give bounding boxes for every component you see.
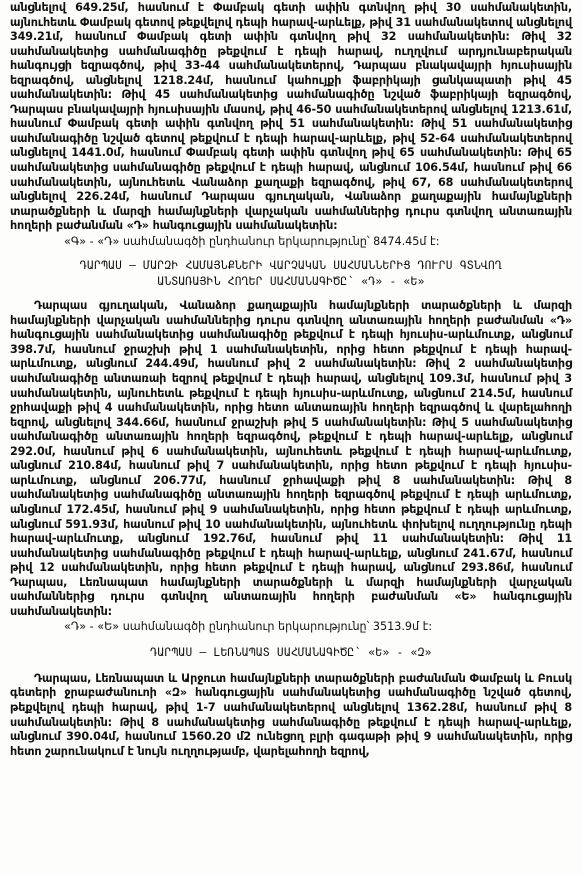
section-heading-line: ԱՆՏԱՌԱՅԻՆ ՀՈՂԵՐ ՍԱՀՄԱՆԱԳԻԾԸ՝ «Դ» - «Ե»	[157, 275, 425, 289]
total-length-label: «Գ» - «Դ» սահմանագծի ընդհանուր երկարությունը՝	[64, 234, 370, 248]
boundary-paragraph-1: անցնելով 649.25մ, հասնում է Փամբակ գետի ափին գտնվող թիվ 30 սահմանակետին, այնուհետև Փամբակ գետով թեքվելով դեպի հարավ-արևելք, թիվ 31 սահմանակետով անցնելով 349.21մ, հասնում Փամբակ գետի ափին գտնվող թիվ 32 սահմանակետին: Թիվ 32 սահմանակետից սահմանագիծը թեքվում է դեպի հարավ, ուղղվում արդյունաբերական հանգույցի եզրագծով, թիվ 33-44 սահմանակետերով, Դարպաս բնակավայրի հյուսիսային եզրագծով, անցնելով 1218.24մ, հասնում կահույքի ֆաբրիկայի ցանկապատի թիվ 45 սահմանակետին: Թիվ 45 սահմանակետից սահմանագիծը նշված ֆաբրիկայի եզրագծով, Դարպաս բնակավայրի հյուսիսային մասով, թիվ 46-50 սահմանակետերով անցնելով 1213.61մ, հասնում Փամբակ գետի ափին գտնվող թիվ 51 սահմանակետին: Թիվ 51 սահմանակետից սահմանագիծը նշված գետով թեքվում է դեպի հարավ-արևելք, թիվ 52-64 սահմանակետերով անցնելով 1441.0մ, հասնում Փամբակ գետի ափին գտնվող թիվ 65 սահմանակետին: Թիվ 65 սահմանակետից սահմանագիծը թեքվում է դեպի հարավ, անցնում 106.54մ, հասնում թիվ 66 սահմանակետին, այնուհետև Վանաձոր քաղաքի եզրագծով, թիվ 67, 68 սահմանակետերով անցնելով 226.24մ, հասնում Դարպաս գյուղական, Վանաձոր քաղաքային համայնքների տարածքների և մարզի համայնքների վարչական սահմաններից դուրս գտնվող անտառային հողերի բաժանման «Դ» հանգուցային սահմանակետին:	[10, 1, 572, 233]
total-length-value: 8474.45մ է:	[373, 234, 440, 248]
total-length-line-1	[10, 235, 572, 250]
section-heading-e-z	[10, 645, 572, 661]
total-length-value: 3513.9մ է:	[372, 620, 433, 634]
boundary-paragraph-2: Դարպաս գյուղական, Վանաձոր քաղաքային համայնքների տարածքների և մարզի համայնքների վարչական սահմաններից դուրս գտնվող անտառային հողերի բաժանման «Դ» հանգուցային սահմանակետից սահմանագիծը թեքվում է դեպի հյուսիս-արևմուտք, անցնում 398.7մ, հասնում ջրաշխի թիվ 1 սահմանակետին, որից հետո թեքվում է դեպի հարավ-արևմուտք, անցնում 244.49մ, հասնում թիվ 2 սահմանակետին: Թիվ 2 սահմանակետից սահմանագիծը անտառաի եզրով թեքվում է դեպի հարավ, անցնելով 109.3մ, հասնում թիվ 3 սահմանակետին, այնուհետև թեքվում է դեպի հյուսիս-արևմուտք, անցնում 214.5մ, հասնում ջրհավաքի թիվ 4 սահմանակետին, որից հետո անտառային հողերի եզրագծով և վարելահողի եզրով, անցնելով 344.66մ, հասնում ջրաշխի թիվ 5 սահմանակետին: Թիվ 5 սահմանակետից սահմանագիծը անտառային հողերի եզրագծով, թեքվում է դեպի հարավ-արևելք, անցնում 292.0մ, հասնում թիվ 6 սահմանակետին, այնուհետև թեքվում է դեպի հարավ-արևմուտք, անցնում 210.84մ, հասնում թիվ 7 սահմանակետին, որից հետո թեքվում է դեպի հյուսիս-արևմուտք, անցնում 206.77մ, հասնում ջրհավաքի թիվ 8 սահմանակետին: Թիվ 8 սահմանակետից սահմանագիծը անտառային հողերի եզրագծով թեքվում է դեպի արևմուտք, անցնում 172.45մ, հասնում թիվ 9 սահմանակետին, որից հետո թեքվում է դեպի արևմուտք, անցնում 591.93մ, հասնում թիվ 10 սահմանակետին, այնուհետև փոխելով ուղղությունը դեպի հարավ-արևմուտք, անցնում 192.76մ, հասնում թիվ 11 սահմանակետին: Թիվ 11 սահմանակետից սահմանագիծը թեքվում է դեպի հարավ-արևելք, անցնում 241.67մ, հասնում թիվ 12 սահմանակետին, որից հետո թեքվում է դեպի հարավ, անցնում 293.86մ, հասնում Դարպաս, Լեռնապատ համայնքների տարածքների և մարզի համայնքների վարչական սահմաններից դուրս գտնվող անտառային հողերի բաժանման «Ե» հանգուցային սահմանակետին:	[10, 299, 572, 618]
section-heading-line: ԴԱՐՊԱՍ – ՄԱՐԶԻ ՀԱՄԱՅՆՔՆԵՐԻ ՎԱՐՉԱԿԱՆ ՍԱՀՄԱՆՆԵՐԻՑ ԴՈՒՐՍ ԳՏՆՎՈՂ	[79, 259, 503, 273]
section-heading-d-e	[10, 258, 572, 290]
section-heading-line: ԴԱՐՊԱՍ – ԼԵՌՆԱՊԱՏ ՍԱՀՄԱՆԱԳԻԾԸ՝ «Ե» - «Զ»	[150, 645, 432, 659]
total-length-line-2	[10, 620, 572, 635]
total-length-label: «Դ» - «Ե» սահմանագծի ընդհանուր երկարությունը՝	[64, 620, 370, 634]
boundary-paragraph-3: Դարպաս, Լեռնապատ և Արջուտ համայնքների տարածքների բաժանման Փամբակ և Բուսկ գետերի ջրաբաժանուոի «Զ» հանգուցային սահմանակետից սահմանագիծը նշված գետով, թեքվելով դեպի հարավ, թիվ 1-7 սահմանակետերով անցնելով 1362.28մ, հասնում թիվ 8 սահմանակետին: Թիվ 8 սահմանակետից սահմանագիծը թեքվում է դեպի հարավ-արևելք, անցնում 390.04մ, հասնում 1560.20 մ2 ունեցող բլրի գագաթի թիվ 9 սահմանակետին, որից հետո շարունակում է նույն ուղղությամբ, վարելահողի եզրով,	[10, 671, 572, 758]
